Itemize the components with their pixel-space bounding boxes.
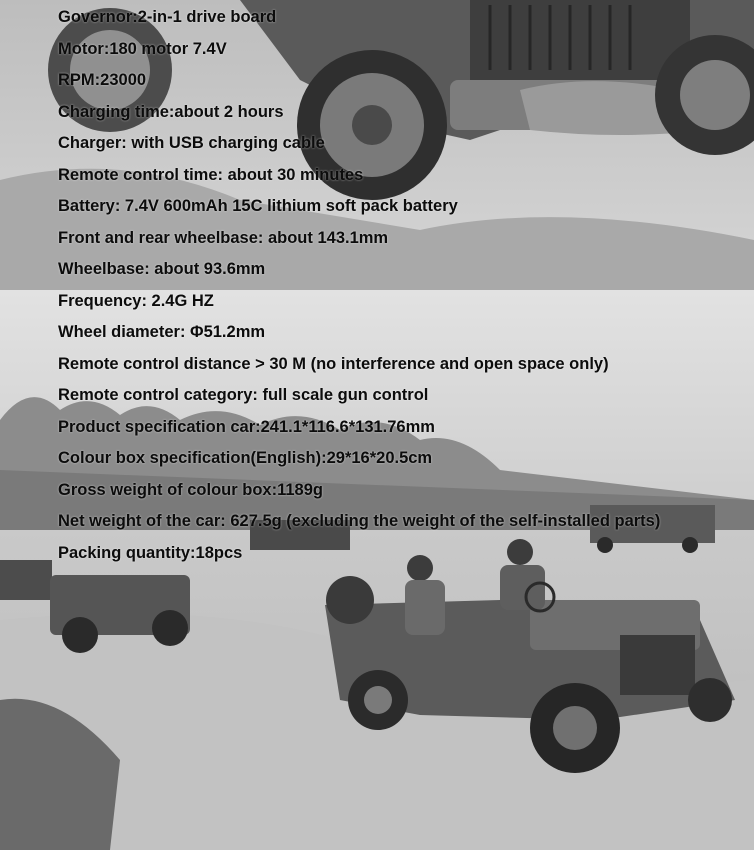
spec-packing-quantity: Packing quantity:18pcs (58, 543, 243, 562)
spec-colour-box-specification: Colour box specification(English):29*16*20.5cm (58, 449, 433, 467)
spec-battery: Battery: 7.4V 600mAh 15C lithium soft pack battery (58, 197, 458, 215)
spec-wheelbase: Wheelbase: about 93.6mm (58, 260, 266, 278)
spec-frequency: Frequency: 2.4G HZ (58, 291, 214, 310)
spec-front-rear-wheelbase: Front and rear wheelbase: about 143.1mm (58, 228, 389, 247)
spec-governor: Governor:2-in-1 drive board (58, 8, 277, 26)
spec-net-weight: Net weight of the car: 627.5g (excluding the weight of the self-installed parts) (58, 512, 661, 530)
spec-remote-control-category: Remote control category: full scale gun control (58, 386, 429, 404)
spec-motor: Motor:180 motor 7.4V (58, 39, 227, 58)
spec-remote-control-time: Remote control time: about 30 minutes (58, 165, 364, 184)
spec-charging-time: Charging time:about 2 hours (58, 102, 284, 121)
spec-charger: Charger: with USB charging cable (58, 134, 325, 152)
spec-remote-control-distance: Remote control distance > 30 M (no interference and open space only) (58, 354, 609, 373)
spec-list (58, 5, 748, 572)
spec-product-specification: Product specification car:241.1*116.6*131.76mm (58, 417, 435, 436)
spec-wheel-diameter: Wheel diameter: Φ51.2mm (58, 323, 266, 341)
spec-gross-weight: Gross weight of colour box:1189g (58, 480, 323, 499)
spec-rpm: RPM:23000 (58, 71, 147, 89)
